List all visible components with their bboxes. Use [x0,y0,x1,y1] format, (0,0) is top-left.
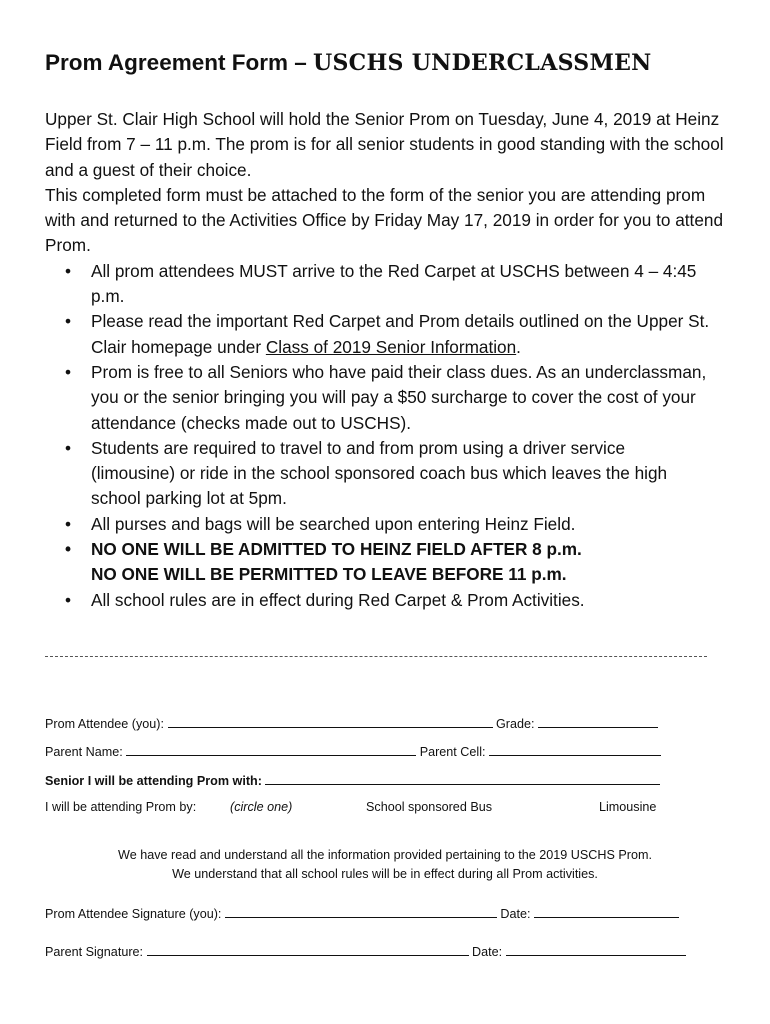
senior-row [45,771,660,788]
attendee-label: Prom Attendee (you): [45,717,165,731]
page-title [45,50,652,76]
parent-date-field[interactable] [506,942,686,956]
bullet-icon: • [65,311,72,332]
rule-text: All purses and bags will be searched upon entering Heinz Field. [91,513,576,534]
attending-by-label: I will be attending Prom by: [45,800,197,814]
parent-cell-label: Parent Cell: [419,745,486,759]
option-limousine[interactable]: Limousine [599,800,657,814]
rule-text: All prom attendees MUST arrive to the Red Carpet at USCHS between 4 – 4:45 p.m. [91,260,697,307]
transport-row [45,800,196,814]
statement-line-2: We understand that all school rules will be in effect during all Prom activities. [172,867,598,881]
intro-paragraph-2: This completed form must be attached to the form of the senior you are attending prom with and returned to the Activities Office by Friday May 17, 2019 in order for you to attend Prom. [45,184,723,256]
senior-label: Senior I will be attending Prom with: [45,774,262,788]
rule-item [45,360,711,436]
rule-item [45,588,711,613]
parent-signature-row [45,942,686,959]
rule-item [45,309,711,360]
bullet-icon: • [65,513,72,534]
rule-item [45,436,711,512]
cut-line-divider [45,656,707,657]
senior-name-field[interactable] [265,771,660,785]
rule-text: NO ONE WILL BE ADMITTED TO HEINZ FIELD AFTER 8 p.m. [91,539,582,560]
attendee-name-field[interactable] [168,714,493,728]
rule-item [45,512,711,537]
intro-paragraph-1: Upper St. Clair High School will hold the Senior Prom on Tuesday, June 4, 2019 at Heinz Field from 7 – 11 p.m. The prom is for all senior students in good standing with the school and a guest of their choice. [45,109,724,180]
date-label: Date: [500,907,531,921]
grade-label: Grade: [496,717,535,731]
rule-item-warning [45,537,711,588]
attendee-signature-field[interactable] [225,904,497,918]
intro-section [45,107,735,613]
parent-signature-label: Parent Signature: [45,945,144,959]
rule-text: All school rules are in effect during Red Carpet & Prom Activities. [91,589,585,610]
option-bus[interactable]: School sponsored Bus [366,800,493,814]
rule-text-end: . [516,336,521,357]
attendee-signature-label: Prom Attendee Signature (you): [45,907,222,921]
rule-item [45,259,711,310]
bullet-icon: • [65,260,72,281]
parent-row [45,742,661,759]
grade-field[interactable] [538,714,658,728]
parent-signature-field[interactable] [147,942,469,956]
attendee-signature-row [45,904,679,921]
date-label: Date: [472,945,503,959]
circle-one-hint: (circle one) [230,800,293,814]
bullet-icon: • [65,589,72,610]
bullet-icon: • [65,539,72,560]
title-main: Prom Agreement Form – [45,50,313,75]
rule-text: NO ONE WILL BE PERMITTED TO LEAVE BEFORE 11 p.m. [91,564,567,585]
attendee-row [45,714,658,731]
rule-text: Please read the important Red Carpet and Prom details outlined on the Upper St. Clair homepage under [91,311,710,357]
statement-line-1: We have read and understand all the information provided pertaining to the 2019 USCHS Prom. [118,848,652,862]
parent-name-field[interactable] [126,742,416,756]
attendee-date-field[interactable] [534,904,679,918]
bullet-icon: • [65,437,72,458]
rule-text: Prom is free to all Seniors who have paid their class dues. As an underclassman, you or the senior bringing you will pay a $50 surcharge to cover the cost of your attendance (checks made out to USCHS). [91,361,707,433]
rule-text: Students are required to travel to and from prom using a driver service (limousine) or ride in the school sponsored coach bus which leaves the high school parking lot at 5pm. [91,437,668,509]
rules-list [45,259,735,613]
parent-cell-field[interactable] [489,742,661,756]
parent-name-label: Parent Name: [45,745,123,759]
bullet-icon: • [65,361,72,382]
class-of-2019-link[interactable]: Class of 2019 Senior Information [265,336,517,357]
title-audience: USCHS UNDERCLASSMEN [312,50,652,76]
